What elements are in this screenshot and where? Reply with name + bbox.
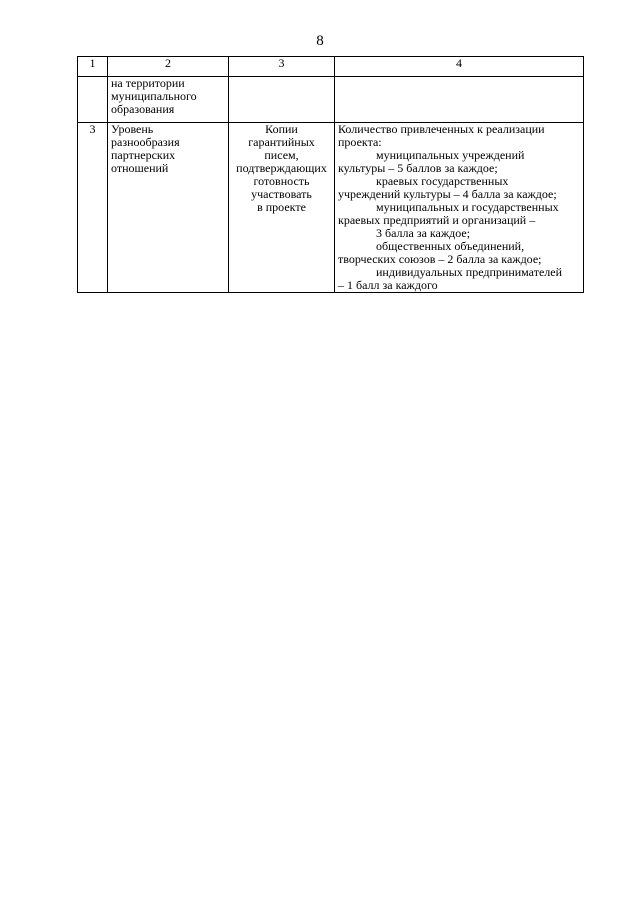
table-header-row [78,57,584,77]
criterion-line: на территории [111,76,185,90]
criterion-line: отношений [111,161,169,175]
evaluation-line: культуры – 5 баллов за каждое; [338,161,498,175]
evaluation-line: муниципальных учреждений [376,148,525,162]
evaluation-line: краевых государственных [376,174,509,188]
criterion-cell [108,123,229,293]
continuation-criterion-cell [108,77,229,123]
continuation-evaluation-cell [335,77,584,123]
evaluation-cell [335,123,584,293]
header-cell-2: 2 [108,57,229,77]
criterion-line: разнообразия [111,135,180,149]
continuation-number-cell [78,77,108,123]
documents-cell [229,123,335,293]
evaluation-line: общественных объединений, [376,239,525,253]
documents-line: гарантийных [248,135,315,149]
criterion-line: Уровень [111,122,154,136]
header-cell-4: 4 [335,57,584,77]
evaluation-line: учреждений культуры – 4 балла за каждое; [338,187,557,201]
evaluation-line: творческих союзов – 2 балла за каждое; [338,252,542,266]
header-cell-3: 3 [229,57,335,77]
continuation-documents-cell [229,77,335,123]
evaluation-line: 3 балла за каждое; [376,226,471,240]
documents-line: подтверждающих [236,161,327,175]
table-row-3 [78,123,584,293]
evaluation-line: Количество привлеченных к реализации [338,122,545,136]
evaluation-line: – 1 балл за каждого [338,278,438,292]
evaluation-line: краевых предприятий и организаций – [338,213,536,227]
header-cell-1: 1 [78,57,108,77]
criteria-table [77,56,584,293]
documents-line: Копии [265,122,298,136]
row-number-cell: 3 [78,123,108,293]
criterion-line: партнерских [111,148,176,162]
table-row-continuation [78,77,584,123]
documents-line: писем, [264,148,299,162]
criterion-line: муниципального [111,89,197,103]
evaluation-line: проекта: [338,135,382,149]
documents-line: в проекте [257,200,306,214]
documents-line: участвовать [251,187,312,201]
documents-line: готовность [253,174,310,188]
page-number: 8 [316,33,324,49]
criterion-line: образования [111,102,175,116]
evaluation-line: муниципальных и государственных [376,200,559,214]
evaluation-line: индивидуальных предпринимателей [376,265,562,279]
